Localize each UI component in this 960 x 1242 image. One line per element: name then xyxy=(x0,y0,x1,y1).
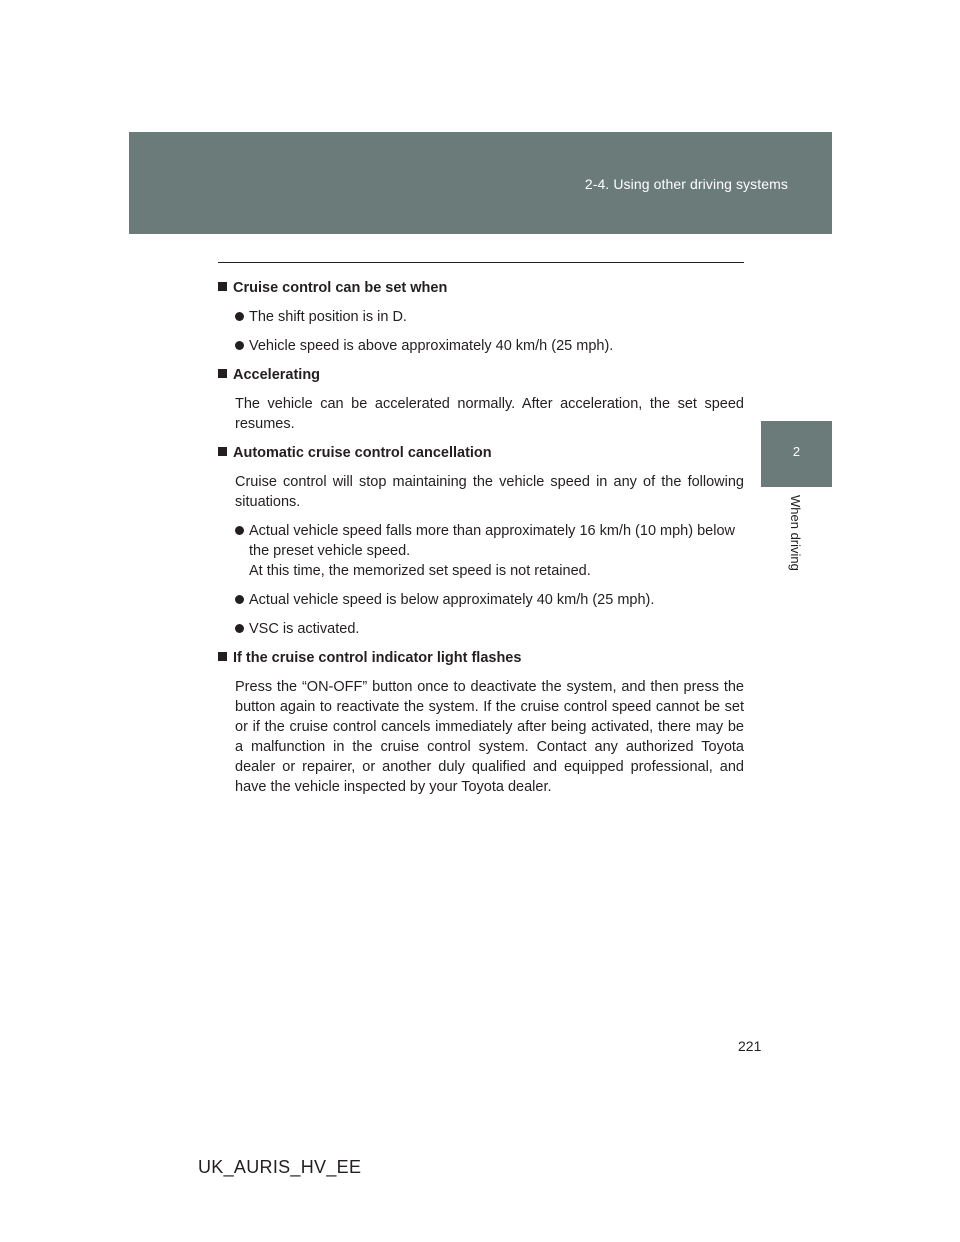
paragraph xyxy=(235,677,744,797)
heading-text: Automatic cruise control cancellation xyxy=(233,445,492,461)
top-rule xyxy=(218,262,744,263)
section-heading xyxy=(218,648,744,668)
circle-bullet-icon xyxy=(235,312,244,321)
heading-text: Cruise control can be set when xyxy=(233,280,448,296)
square-bullet-icon xyxy=(218,369,227,378)
list-item-text: VSC is activated. xyxy=(249,621,360,637)
document-id: UK_AURIS_HV_EE xyxy=(198,1157,362,1177)
circle-bullet-icon xyxy=(235,624,244,633)
list-item xyxy=(235,307,744,327)
chapter-number: 2 xyxy=(792,444,801,459)
list-item-text xyxy=(249,521,744,581)
square-bullet-icon xyxy=(218,652,227,661)
section-auto-cancel xyxy=(218,443,744,639)
section-accelerating xyxy=(218,365,744,434)
circle-bullet-icon xyxy=(235,595,244,604)
chapter-label: When driving xyxy=(788,495,803,571)
list-item-text: The shift position is in D. xyxy=(249,309,407,325)
section-heading xyxy=(218,443,744,463)
circle-bullet-icon xyxy=(235,341,244,350)
list-item xyxy=(235,336,744,356)
section-title: 2-4. Using other driving systems xyxy=(584,176,788,192)
list-item xyxy=(235,619,744,639)
section-cruise-set xyxy=(218,278,744,356)
section-heading xyxy=(218,278,744,298)
square-bullet-icon xyxy=(218,282,227,291)
square-bullet-icon xyxy=(218,447,227,456)
circle-bullet-icon xyxy=(235,526,244,535)
heading-text: Accelerating xyxy=(233,367,321,383)
list-item xyxy=(235,590,744,610)
section-heading xyxy=(218,365,744,385)
list-item-text: Vehicle speed is above approximately 40 km/h (25 mph). xyxy=(249,338,614,354)
content xyxy=(218,278,744,806)
paragraph-part: If the cruise control speed cannot be set or if the cruise control cancels immediately after being activated, there may be a malfunction in the cruise control system. Contact any authorized Toyota dealer or repairer, or another duly qualified and equipped professional, and have the vehicle inspected by your Toyota dealer. xyxy=(235,699,744,795)
paragraph: The vehicle can be accelerated normally. After acceleration, the set speed resumes. xyxy=(235,396,744,432)
header-band xyxy=(129,132,832,234)
paragraph: Cruise control will stop maintaining the vehicle speed in any of the following situations. xyxy=(235,474,744,510)
list-item-main: Actual vehicle speed falls more than approximately 16 km/h (10 mph) below the preset vehicle speed. xyxy=(249,523,735,559)
paragraph-part: Press the “ON-OFF” button once to deactivate the system, and then press the button again to reactivate the system. xyxy=(235,679,744,715)
list-item-text: Actual vehicle speed is below approximately 40 km/h (25 mph). xyxy=(249,592,655,608)
section-indicator-flash xyxy=(218,648,744,797)
chapter-tab xyxy=(761,421,832,487)
heading-text: If the cruise control indicator light flashes xyxy=(233,650,522,666)
list-item-note: At this time, the memorized set speed is not retained. xyxy=(249,563,591,579)
list-item xyxy=(235,521,744,581)
page-number: 221 xyxy=(738,1038,762,1054)
